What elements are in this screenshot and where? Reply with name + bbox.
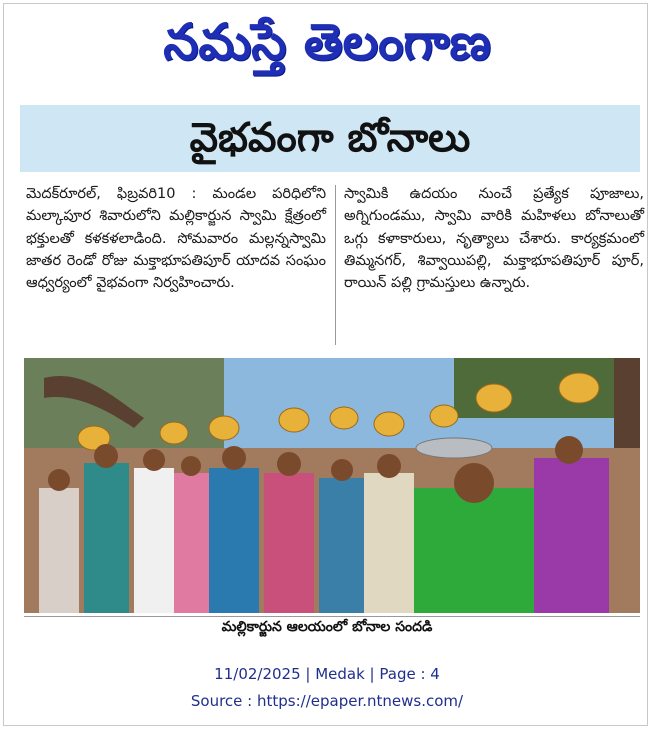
column-divider [335, 185, 336, 345]
article-column-left [26, 183, 326, 294]
photo-caption: మల్లికార్జున ఆలయంలో బోనాల సందడి [221, 619, 433, 635]
article-headline: వైభవంగా బోనాలు [189, 115, 471, 161]
source-link[interactable]: Source : https://epaper.ntnews.com/ [190, 692, 464, 710]
article-column-right [344, 183, 644, 294]
article-text-right: స్వామికి ఉదయం నుంచే ప్రత్యేక పూజాలు, అగ్నిగుండము, స్వామి వారికి మహిళలు బోనాలుతో ఒగ్గు కళాకారులు, నృత్యాలు చేశారు. కార్యక్రమంలో తిమ్మనగర్, శివ్వాయిపల్లి, మక్తాభూపతిపూర్ పూర్, రాయిన్ పల్లి గ్రామస్తులు ఉన్నారు. [344, 186, 644, 292]
caption-divider [24, 616, 640, 617]
headline-band [20, 105, 640, 172]
newspaper-masthead: నమస్తే తెలంగాణ [163, 12, 491, 71]
edition-info: 11/02/2025 | Medak | Page : 4 [214, 665, 440, 683]
article-text-left: మెదక్‌రూరల్, ఫిబ్రవరి10 : మండల పరిధిలోని మల్కాపూర శివారులోని మల్లికార్జున స్వామి క్షేత్రంలో భక్తులతో కళకళలాడింది. సోమవారం మల్లన్నస్వామి జాతర రెండో రోజు మక్తాభూపతిపూర్ యాదవ సంఘం ఆధ్వర్యంలో వైభవంగా నిర్వహించారు. [26, 186, 326, 292]
article-photo [24, 358, 640, 613]
